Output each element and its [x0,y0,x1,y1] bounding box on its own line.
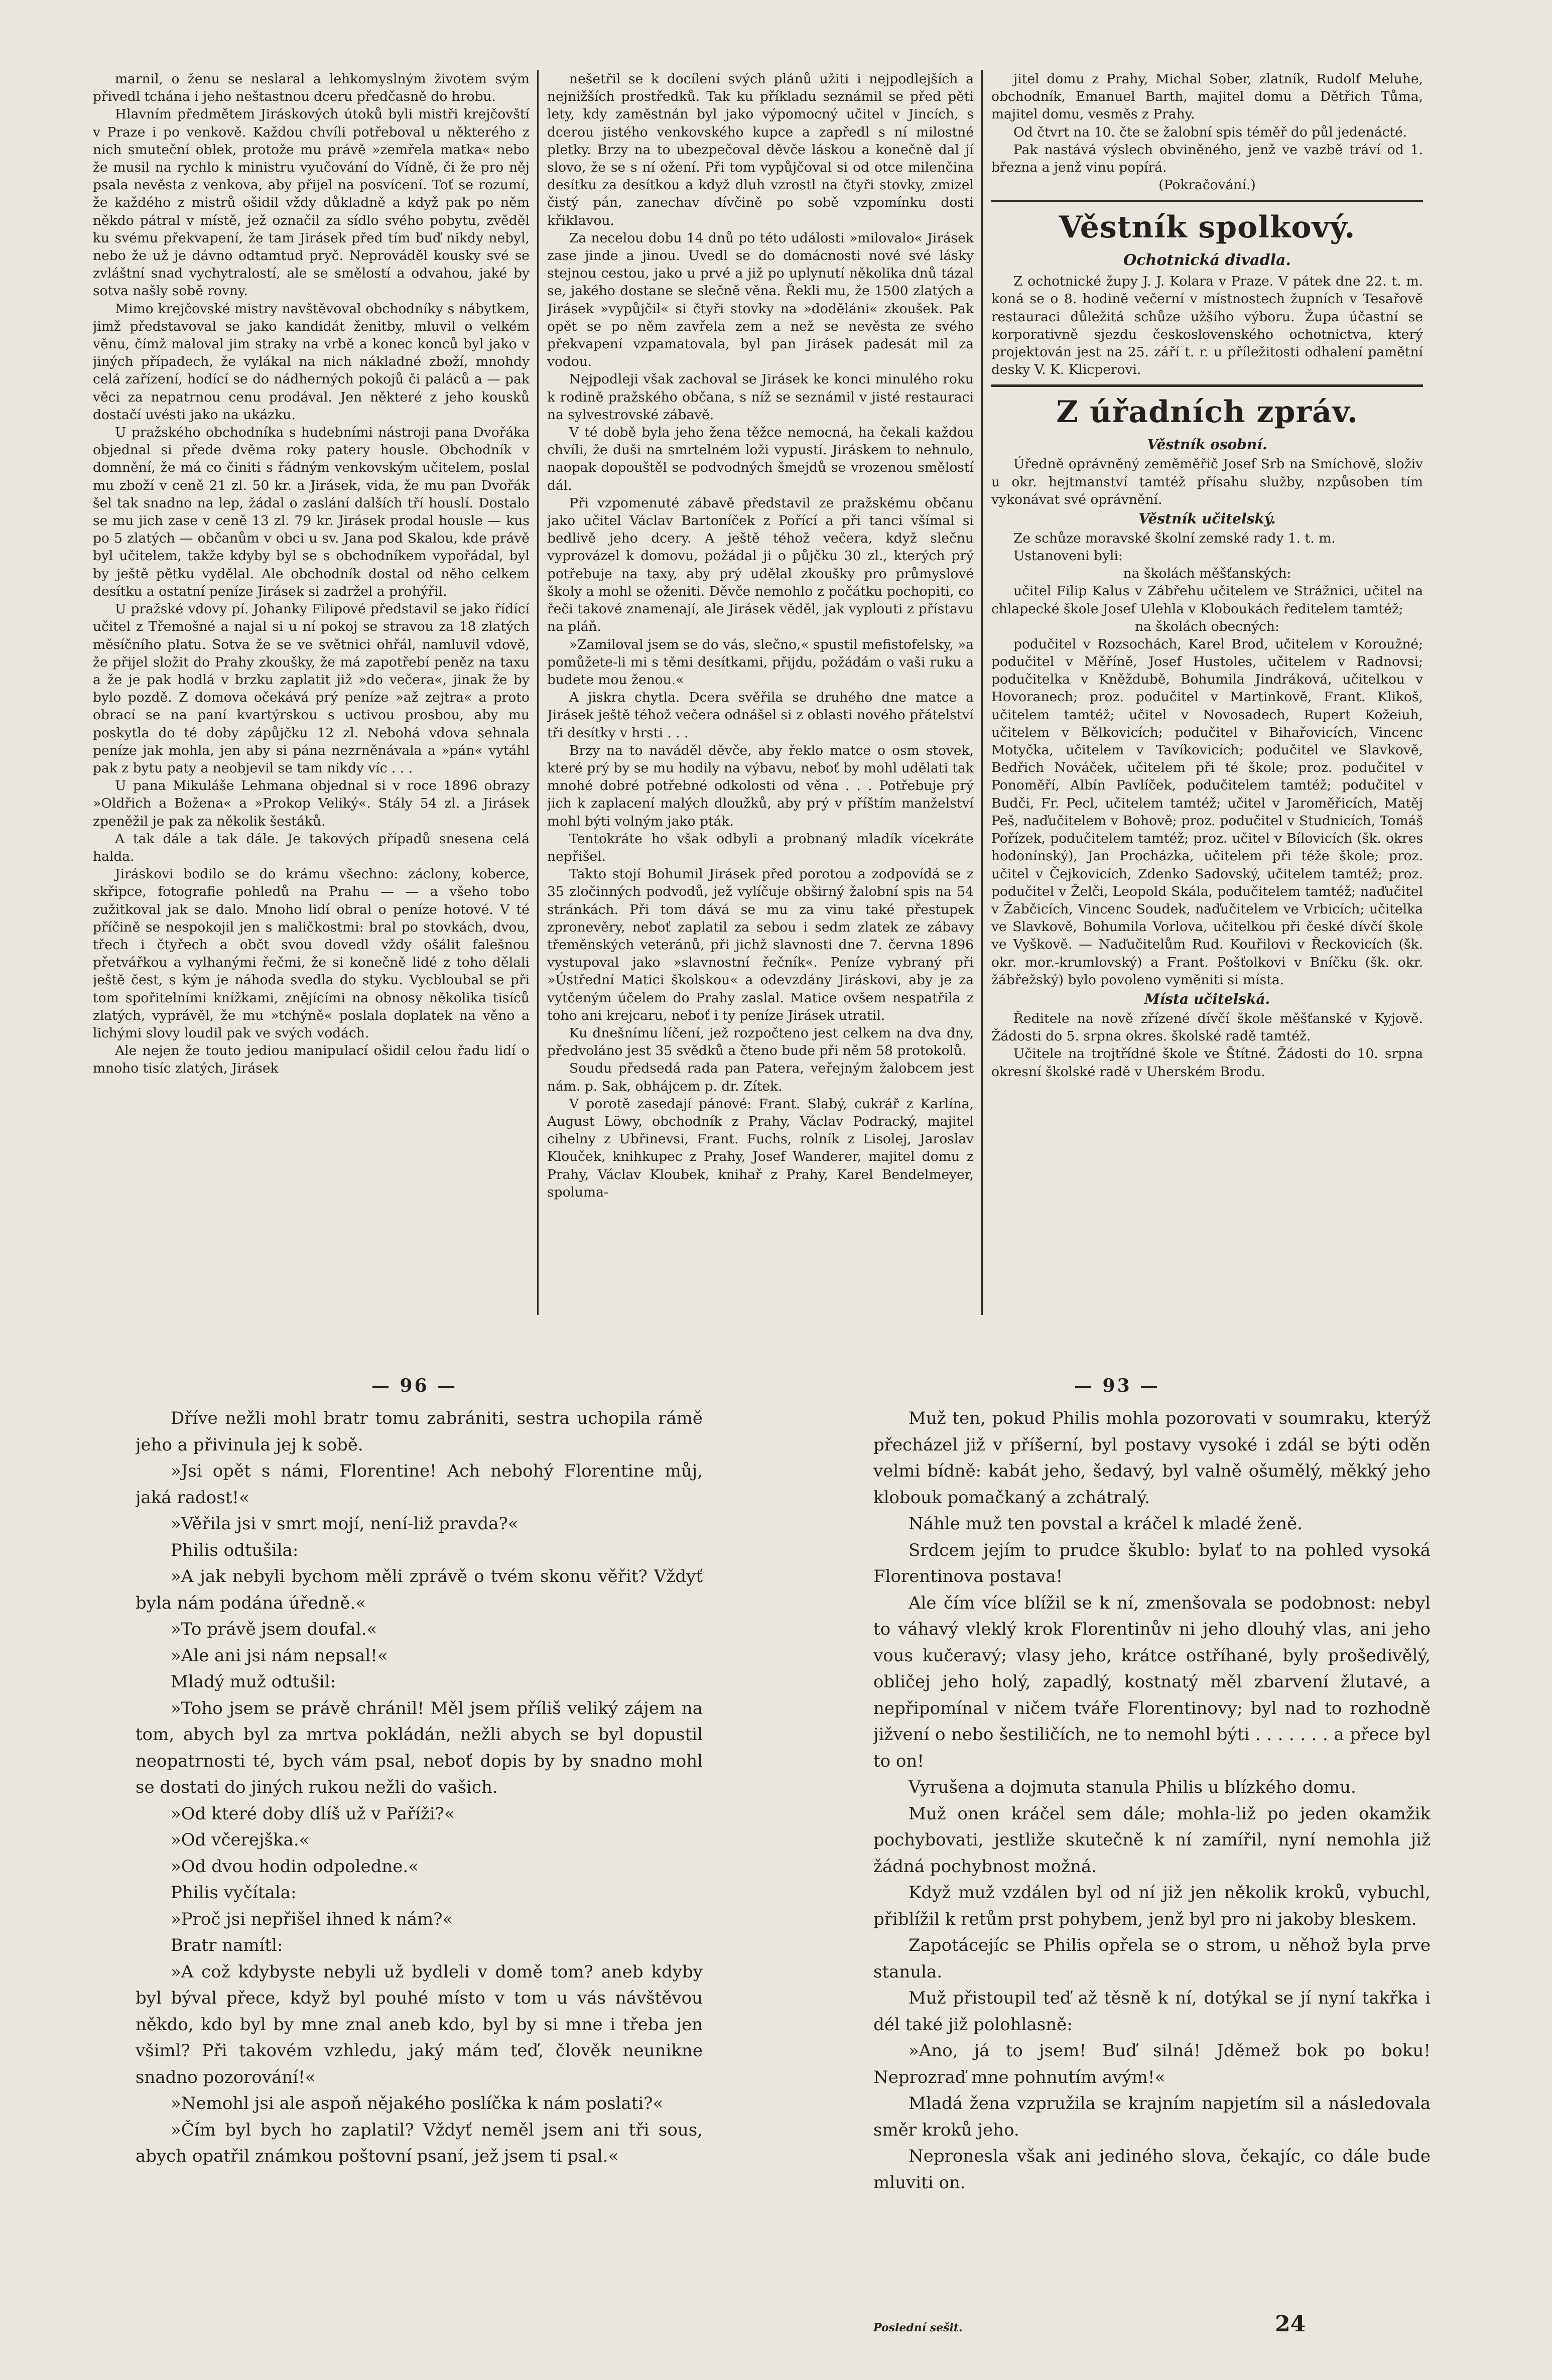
section-title-vestnik-spolkovy: Věstník spolkový. [1059,210,1356,245]
article-paragraph: Hlavním předmětem Jiráskových útoků byli mistři krejčovští v Praze i po venkově. Každou chvíli potřeboval u některého z nich smuteční oblek, protože mu právě »zemřela matka« nebo že musil na rychlo k ministru vyučování do Vídně, či že pro něj psala nevěsta z venkova, aby přijel na posvícení. Toť se rozumí, že každého z mistrů ošidil vždy důkladně a když pak po něm někdo pátral v místě, jež označil za sídlo svého pobytu, zvěděl ku svému překvapení, že tam Jirásek před tím buď nikdy nebyl, nebo že už je dávno odtamtud pryč. Neprováděl kousky své se zvláštní snad vychytralostí, ale se smělostí a odvahou, jaké by sotva našly sobě rovny. [93,106,530,299]
article-paragraph: nešetřil se k docílení svých plánů užiti i nejpodlejších a nejnižších prostředků. Tak ku příkladu seznámil se před pěti lety, kdy zaměstnán byl jako výpomocný učitel v Jincích, s dcerou jistého venkovského kupce a zapředl s ní milostné pletky. Brzy na to ubezpečoval děvče láskou a konečně dal jí slovo, že se s ní ožení. Při tom vypůjčoval si od otce milenčina desítku za desítkou a když dluh vzrostl na čtyři stovky, zmizel čistý pán, zanechav dívčině po sobě vzpomínku dosti křiklavou. [547,71,974,228]
story-paragraph: »Věřila jsi v smrt mojí, není-liž pravda?« [171,1514,519,1534]
notice-paragraph: podučitel v Rozsochách, Karel Brod, učitelem v Koroužné; podučitel v Měříně, Josef Hustoles, učitelem v Radnovsi; podučitelka v Kněždubě, Bohumila Jindráková, učitelkou v Hovoranech; proz. podučitel v Martinkově, Frant. Klikoš, učitelem tamtéž; učitel v Novosadech, Rupert Kožeiuh, učitelem v Bělkovicích; podučitel v Bihařovicích, Vincenc Motyčka, učitelem v Tavíkovicích; podučitel ve Slavkově, Bedřich Nováček, učitelem při té škole; proz. podučitel v Ponoměří, Albín Pavlíček, podučitelem tamtéž; podučitel v Budči, Fr. Pecl, učitelem tamtéž; učitel v Jaroměřicích, Matěj Peš, naďučitelem v Bohově; proz. podučitel v Studnicích, Tomáš Pořízek, podučitelem tamtéž; proz. učitel v Bílovicích (šk. okres hodonínský), Jan Procházka, učitelem při téže škole; proz. učitel v Čejkovicích, Zdenko Sadovský, učitelem tamtéž; proz. podučitel v Želči, Leopold Skála, podučitelem tamtéž; naďučitel v Žabčicích, Vincenc Soudek, naďučitelem ve Vrbicích; učitelka ve Slavkově, Bohumila Vorlova, učitelkou při české dívčí škole ve Vyškově. — Naďučitelům Rud. Kouřilovi v Řeckovicích (šk. okr. mor.-krumlovský) a Frant. Pošťolkovi v Bníčku (šk. okr. žábřežský) bylo povoleno vyměniti si místa. [991,636,1423,988]
story-paragraph: Mladá žena vzpružila se krajním napjetím sil a následovala směr kroků jeho. [873,2093,1431,2140]
article-paragraph: A tak dále a tak dále. Je takových případů snesena celá halda. [93,831,530,864]
story-page-left [136,1405,703,2319]
column-2 [547,70,974,1315]
story-paragraph: Muž onen kráčel sem dále; mohla-liž po jeden okamžik pochybovati, jestliže skutečně k ní zamířil, nyní nemohla již žádná pochybnost možná. [873,1803,1431,1877]
story-paragraph: Ale čím více blížil se k ní, zmenšovala se podobnost: nebyl to váhavý vleklý krok Florentinův ni jeho dlouhý vlas, ani jeho vous kučeravý; vlasy jeho, krátce ostříhané, byly prošedivělý, obličej jeho holý, zapadlý, kostnatý měl zbarvení žlutavé, a nepřipomínal v ničem tváře Florentinovy; byl nad to rozhodně jižvení o nebo šestiličích, ne to nemohl býti . . . . . . . a přece byl to on! [873,1593,1431,1771]
story-paragraph: »Ano, já to jsem! Buď silná! Jděmež bok po boku! Neprozraď mne pohnutím avým!« [873,2041,1431,2087]
story-paragraph: »Proč jsi nepřišel ihned k nám?« [171,1909,453,1929]
story-paragraph: Když muž vzdálen byl od ní již jen několik kroků, vybuchl, přiblížil k retům prst pohybem, jenž byl pro ni jakoby bleskem. [873,1883,1431,1929]
story-paragraph: »Ale ani jsi nám nepsal!« [171,1645,388,1666]
article-paragraph: U pana Mikuláše Lehmana objednal si v roce 1896 obrazy »Oldřich a Božena« a »Prokop Veliký«. Stály 54 zl. a Jirásek zpeněžil je pak za několik šestáků. [93,778,530,829]
story-paragraph: »A jak nebyli bychom měli zprávě o tvém skonu věřit? Vždyť byla nám podána úředně.« [136,1566,703,1613]
story-paragraph: Náhle muž ten povstal a kráčel k mladé ženě. [909,1514,1303,1534]
article-paragraph: V té době byla jeho žena těžce nemocná, ha čekali každou chvíli, že duši na smrtelném loži vypustí. Jiráskem to nehnulo, naopak dopouštěl se podvodných šmejdů se vrozenou smělostí dál. [547,425,974,493]
story-paragraph: Muž ten, pokud Philis mohla pozorovati v soumraku, kterýž přecházel již v příšerní, byl postavy vysoké i zdál se býti oděn velmi bídně: kabát jeho, šedavý, byl valně ošumělý, měkký jeho klobouk pomačkaný a zchátralý. [873,1408,1431,1508]
article-paragraph: »Zamiloval jsem se do vás, slečno,« spustil mefistofelsky, »a pomůžete-li mi s těmi desítkami, přijdu, požádám o vaši ruku a budete mou ženou.« [547,636,974,688]
story-paragraph: »Od včerejška.« [171,1830,310,1850]
notice-paragraph: Ze schůze moravské školní zemské rady 1. t. m. [1013,531,1336,547]
story-paragraph: »Od které doby dlíš už v Paříži?« [171,1803,455,1824]
story-paragraph: »A což kdybyste nebyli už bydleli v domě tom? aneb kdyby byl býval přece, když byl pouhé místo v tom u vás návštěvou někdo, kdo byl by mne znal aneb kdo, byl by si mne i třeba jen všiml? Při takovém vzhledu, jaký mám teď, člověk neunikne snadno pozorování!« [136,1961,703,2087]
story-paragraph: »Toho jsem se právě chránil! Měl jsem příliš veliký zájem na tom, abych byl za mrtva pokládán, nežli abych se byl dopustil neopatrnosti té, bych vám psal, neboť dopis by by snadno mohl se dostati do jiných rukou nežli do vašich. [136,1698,703,1797]
story-paragraph: Zapotácejíc se Philis opřela se o strom, u něhož byla prve stanula. [873,1935,1431,1982]
section-rule [991,200,1423,202]
article-paragraph: Brzy na to naváděl děvče, aby řeklo matce o osm stovek, které prý by se mu hodily na výbavu, neboť by mohl udělati tak mnohé dobré potřebné odkolosti od věna . . . Potřebuje prý jich k zaplacení malých dloužků, aby prý v příštím manželství mohl býti volným jako pták. [547,742,974,829]
section-rule [991,384,1423,387]
mestanske-label: na školách měšťanských: [1123,566,1291,582]
story-paragraph: Philis vyčítala: [171,1883,297,1903]
column-1 [93,70,530,1315]
article-paragraph: U pražské vdovy pí. Johanky Filipové představil se jako řídící učitel z Třemošné a najal si u ní pokoj se stravou za 18 zlatých měsíčního platu. Sotva že se ve světnici ohřál, namluvil vdově, že přijel složit do Prahy zkoušky, že má zapotřebí peněz na taxu a že je pak hodlá v brzku zaplatit již »do večera«, jinak že by bylo pozdě. Z domova očekává prý peníze »až zejtra« a proto obrací se na paní kvartýrskou s uctivou prosbou, aby mu poskytla do té doby zápůjčku 12 zl. Nebohá vdova sehnala peníze jak mohla, jen aby si pána nezrněnávala a »pán« vytáhl pak z bytu paty a neobjevil se tam nikdy víc . . . [93,601,530,776]
article-paragraph: V porotě zasedají pánové: Frant. Slabý, cukrář z Karlína, August Löwy, obchodník z Prahy, Václav Podracký, majitel cihelny z Ubřinevsi, Frant. Fuchs, rolník z Lisolej, Jaroslav Klouček, knihkupec z Prahy, Josef Wanderer, majitel domu z Prahy, Václav Kloubek, knihař z Prahy, Karel Bendelmeyer, spoluma- [547,1096,974,1200]
notice-paragraph: Ředitele na nově zřízené dívčí škole měšťanské v Kyjově. Žádosti do 5. srpna okres. školské radě tamtéž. [991,1010,1423,1044]
article-paragraph: Nejpodleji však zachoval se Jirásek ke konci minulého roku k rodině pražského občana, s níž se seznámil v jisté restauraci na sylvestrovské zábavě. [547,371,974,423]
story-paragraph: »Od dvou hodin odpoledne.« [171,1856,419,1877]
article-paragraph: marnil, o ženu se neslaral a lehkomyslným životem svým přivedl tchána i jeho neštastnou dceru předčasně do hrobu. [93,71,530,105]
page-number-right: — 93 — [1074,1375,1160,1396]
article-paragraph: jitel domu z Prahy, Michal Sober, zlatník, Rudolf Meluhe, obchodník, Emanuel Barth, majitel domu a Dětřich Tůma, majitel domu, vesměs z Prahy. [991,71,1423,122]
article-paragraph: A jiskra chytla. Dcera svěřila se druhého dne matce a Jirásek ještě téhož večera odnášel si z oblasti nového přátelství tři desítky v hrsti . . . [547,690,974,741]
article-paragraph: Takto stojí Bohumil Jirásek před porotou a zodpovídá se z 35 zločinných podvodů, jež vylíčuje obširný žalobní spis na 54 stránkách. Při tom dává se mu za vinu také přestupek zpronevěry, neboť zaplatil za sebou i sedm zlatek ze zábavy třeměnských veteránů, při jichž slavnosti dne 7. června 1896 vystupoval jako »slavnostní řečník«. Peníze vybraný při »Ústřední Matici školskou« a odevzdány Jiráskovi, aby je za vytčeným účelem do Prahy zaslal. Matice ovšem nespatřila z toho ani krejcaru, neboť i ty peníze Jirásek utratil. [547,866,974,1023]
article-paragraph: Od čtvrt na 10. čte se žalobní spis téměř do půl jedenácté. [1013,124,1407,140]
section-title-z-uradnich: Z úřadních zpráv. [1056,394,1358,430]
notice-paragraph: Úředně oprávněný zeměměřič Josef Srb na Smíchově, složiv u okr. hejtmanství tamtéž přísahu služby, nzpůsoben tím vykonávat své oprávnění. [991,456,1423,507]
subsection-title-vestnik-osobni: Věstník osobní. [1147,436,1267,453]
story-page-right [873,1405,1431,2319]
story-paragraph: Vyrušena a dojmuta stanula Philis u blízkého domu. [909,1777,1356,1797]
notice-paragraph: učitel Filip Kalus v Zábřehu učitelem ve Strážnici, učitel na chlapecké škole Josef Ulehla v Kloboukách ředitelem tamtéž; [991,583,1423,617]
article-paragraph: Soudu předsedá rada pan Patera, veřejným žalobcem jest nám. p. Sak, obhájcem p. dr. Zítek. [547,1061,974,1094]
story-paragraph: Philis odtušila: [171,1540,299,1560]
story-paragraph: »Nemohl jsi ale aspoň nějakého poslíčka k nám poslati?« [171,2093,664,2113]
article-paragraph: Jiráskovi bodilo se do krámu všechno: záclony, koberce, skřipce, fotografie pohledů na Prahu — — a všeho tobo zužitkoval jak se dalo. Mnoho lidí obral o peníze hotové. V té příčině se nespokojil jen s maličkostmi: bral po stovkách, dvou, třech i čtyřech a občt svou dovedl vždy ošálit falešnou přetvářkou a vylhanými řečmi, že si konečně lidé z toho dělali ještě čest, s kým je náhoda svedla do styku. Vycbloubal se při tom spořitelními knížkami, znějícími na obnosy několika tisíců zlatých, vyprávěl, že mu »tchýně« poslala doplatek na věno a lichými slovy loudil pak ve svých vodách. [93,866,530,1041]
article-paragraph: Ku dnešnímu líčení, jež rozpočteno jest celkem na dva dny, předvoláno jest 35 svědků a čteno bude při něm 58 protokolů. [547,1025,974,1059]
article-paragraph: U pražského obchodníka s hudebními nástroji pana Dvořáka objednal si přede dvěma roky patery housle. Obchodník v domnění, že má co činiti s řádným venkovským učitelem, poslal mu zboží v ceně 21 zl. 50 kr. a Jirásek, vida, že mu pan Dvořák šel tak snadno na lep, žádal o zaslání dalších tří houslí. Dostalo se mu jich zase v ceně 13 zl. 79 kr. Jirásek prodal housle — kus po 5 zlatých — občanům v obci u sv. Jana pod Skalou, kde právě byl učitelem, takže kdyby byl se s obchodníkem vypořádal, byl by ještě pětku vydělal. Ale obchodník dostal od něho celkem desítku a ostatní peníze Jirásek si zadržel a prohýřil. [93,425,530,599]
subsection-title-mista: Místa učitelská. [1144,990,1270,1007]
story-paragraph: »Jsi opět s námi, Florentine! Ach nebohý Florentine můj, jaká radost!« [136,1461,703,1508]
article-paragraph: Mimo krejčovské mistry navštěvoval obchodníky s nábytkem, jimž představoval se jako kandidát ženitby, mluvil o velkém věnu, čímž maloval jim straky na vrbě a konec konců byl jako v jiných případech, že vylákal na nich nákladné zboží, mnohdy celá zařízení, hodící se do nádherných pokojů či paláců a — pak věci za nepatrnou cenu prodával. Jen některé z jeho kousků dostačí uvésti jako na ukázku. [93,301,530,423]
column-3 [991,70,1423,1315]
page-number-left: — 96 — [371,1375,458,1396]
story-paragraph: »To právě jsem doufal.« [171,1619,377,1639]
obecne-label: na školách obecných: [1135,618,1279,634]
notice-paragraph: Učitele na trojtřídné škole ve Štítné. Žádosti do 10. srpna okresní školské radě v Uherském Brodu. [991,1046,1423,1080]
story-paragraph: Nepronesla však ani jediného slova, čekajíc, co dále bude mluviti on. [873,2146,1431,2193]
article-paragraph: Tentokráte ho však odbyli a probnaný mladík vícekráte nepřišel. [547,831,974,864]
column-divider [537,70,539,1315]
article-paragraph: Při vzpomenuté zábavě představil ze pražskému občanu jako učitel Václav Bartoníček z Pořící a při tanci všímal si bedlivě jeho dcery. A ještě téhož večera, když slečnu vyprovázel k domovu, požádal ji o půjčku 30 zl., kterých prý potřebuje na taxy, aby prý udělal zkoušky pro průmyslové školy a mohl se oženiti. Děvče nemohlo z počátku pochopiti, co řeči takové znamenají, ale Jirásek věděl, jak vyplouti z přístavu na pláň. [547,495,974,635]
continued-note: (Pokračování.) [1158,177,1256,193]
story-paragraph: Mladý muž odtušil: [171,1672,336,1692]
footer-sheet-number: 24 [1275,2311,1306,2337]
story-paragraph: Bratr namítl: [171,1935,283,1955]
footer-signature: Poslední sešit. [873,2321,963,2334]
story-paragraph: »Čím byl bych ho zaplatil? Vždyť neměl jsem ani tři sous, abych opatřil známkou poštovní psaní, jež jsem ti psal.« [136,2120,703,2166]
story-paragraph: Dříve nežli mohl bratr tomu zabrániti, sestra uchopila rámě jeho a přivinula jej k sobě. [136,1408,703,1455]
article-paragraph: Pak nastává výslech obviněného, jenž ve vazbě tráví od 1. března a jenž vinu popírá. [991,142,1423,176]
ustanoveni-label: Ustanoveni byli: [1013,548,1123,564]
story-paragraph: Srdcem jejím to prudce škublo: bylať to na pohled vysoká Florentinova postava! [873,1540,1431,1586]
story-paragraph: Muž přistoupil teď až těsně k ní, dotýkal se jí nyní takřka i dél také již polohlasně: [873,1988,1431,2035]
article-paragraph: Za necelou dobu 14 dnů po této události »milovalo« Jirásek zase jinde a jinou. Uvedl se do domácnosti nové své lásky stejnou cestou, jako u prvé a již po uplynutí několika dnů tázal se, jakého dostane se slečně věna. Řekli mu, že 1500 zlatých a Jirásek »vypůjčil« si čtyři stovky na »doděláni« zkoušek. Pak opět se po něm zavřela zem a než se nevěsta ze svého překvapení vzpamatovala, byl pan Jirásek padesát mil za vodou. [547,230,974,370]
notice-paragraph: Z ochotnické župy J. J. Kolara v Praze. V pátek dne 22. t. m. koná se o 8. hodině večerní v místnostech župních v Tesařově restauraci důležitá schůze užšího výboru. Župa účastní se korporativně sjezdu československého ochotnictva, který projektován jest na 25. září t. r. u příležitosti odhalení pamětní desky V. K. Klicperovi. [991,274,1423,378]
column-divider [981,70,983,1315]
subsection-title-ochotnicka: Ochotnická divadla. [1123,251,1291,270]
article-paragraph: Ale nejen že touto jediou manipulací ošidil celou řadu lidí o mnoho tisíc zlatých, Jirásek [93,1043,530,1077]
subsection-title-vestnik-ucitelsky: Věstník učitelský. [1138,510,1276,527]
